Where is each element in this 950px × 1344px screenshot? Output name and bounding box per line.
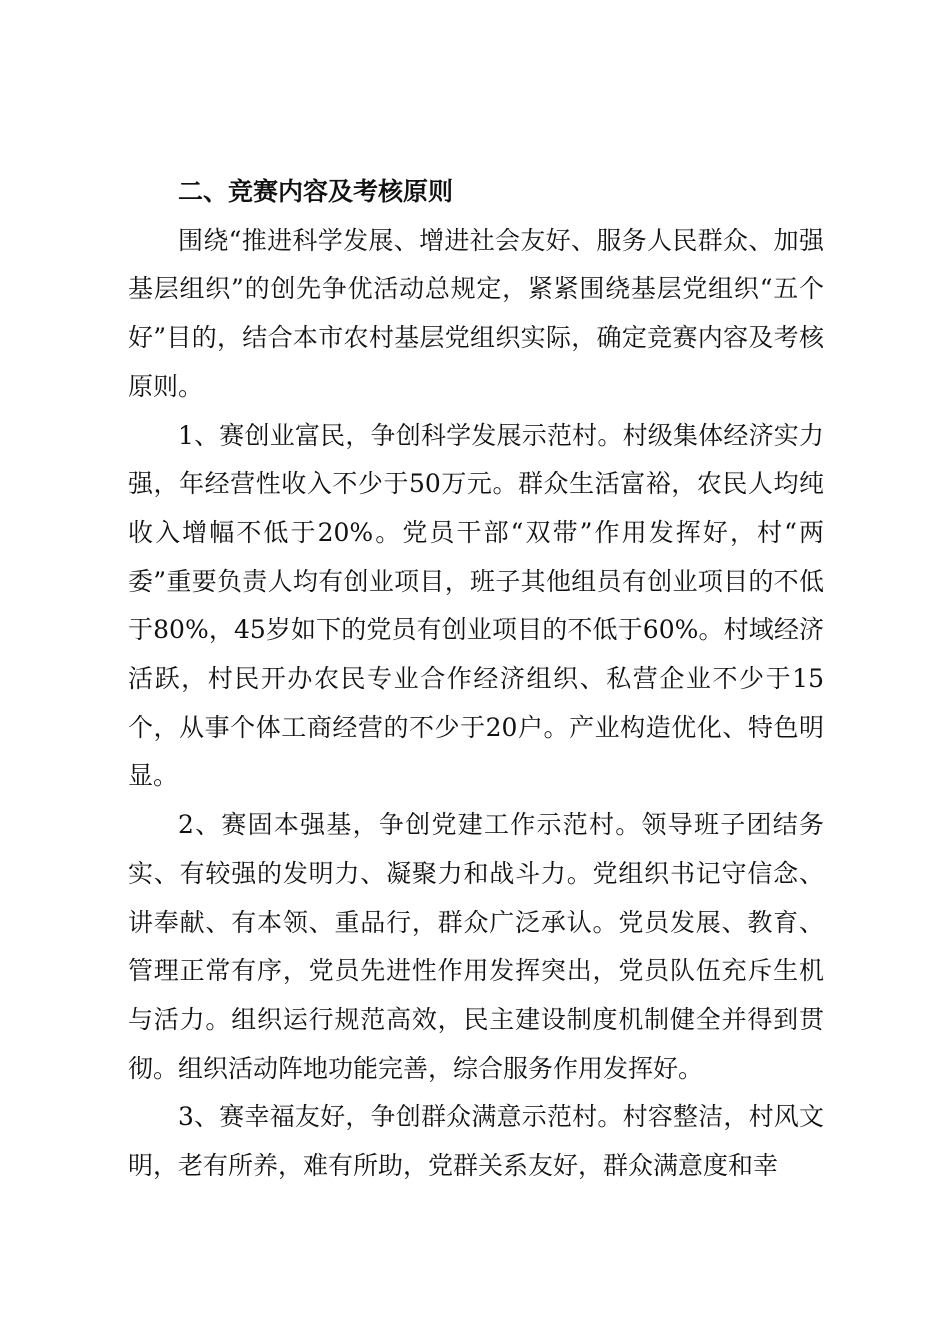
paragraph-item-3: 3、赛幸福友好，争创群众满意示范村。村容整洁，村风文明，老有所养，难有所助，党群关系友好，群众满意度和幸 (128, 1102, 824, 1181)
document-body (128, 168, 824, 1191)
paragraph-item-2: 2、赛固本强基，争创党建工作示范村。领导班子团结务实、有较强的发明力、凝聚力和战斗力。党组织书记守信念、讲奉献、有本领、重品行，群众广泛承认。党员发展、教育、管理正常有序，党员先进性作用发挥突出，党员队伍充斥生机与活力。组织运行规范高效，民主建设制度机制健全并得到贯彻。组织活动阵地功能完善，综合服务作用发挥好。 (128, 810, 824, 1083)
paragraph-item-1: 1、赛创业富民，争创科学发展示范村。村级集体经济实力强，年经营性收入不少于50万元。群众生活富裕，农民人均纯收入增幅不低于20%。党员干部“双带”作用发挥好，村“两委”重要负责人均有创业项目，班子其他组员有创业项目的不低于80%，45岁如下的党员有创业项目的不低于60%。村域经济活跃，村民开办农民专业合作经济组织、私营企业不少于15个，从事个体工商经营的不少于20户。产业构造优化、特色明显。 (128, 420, 824, 791)
paragraph-intro: 围绕“推进科学发展、增进社会友好、服务人民群众、加强基层组织”的创先争优活动总规定，紧紧围绕基层党组织“五个好”目的，结合本市农村基层党组织实际，确定竞赛内容及考核原则。 (128, 225, 824, 401)
section-heading: 二、竞赛内容及考核原则 (178, 177, 454, 206)
